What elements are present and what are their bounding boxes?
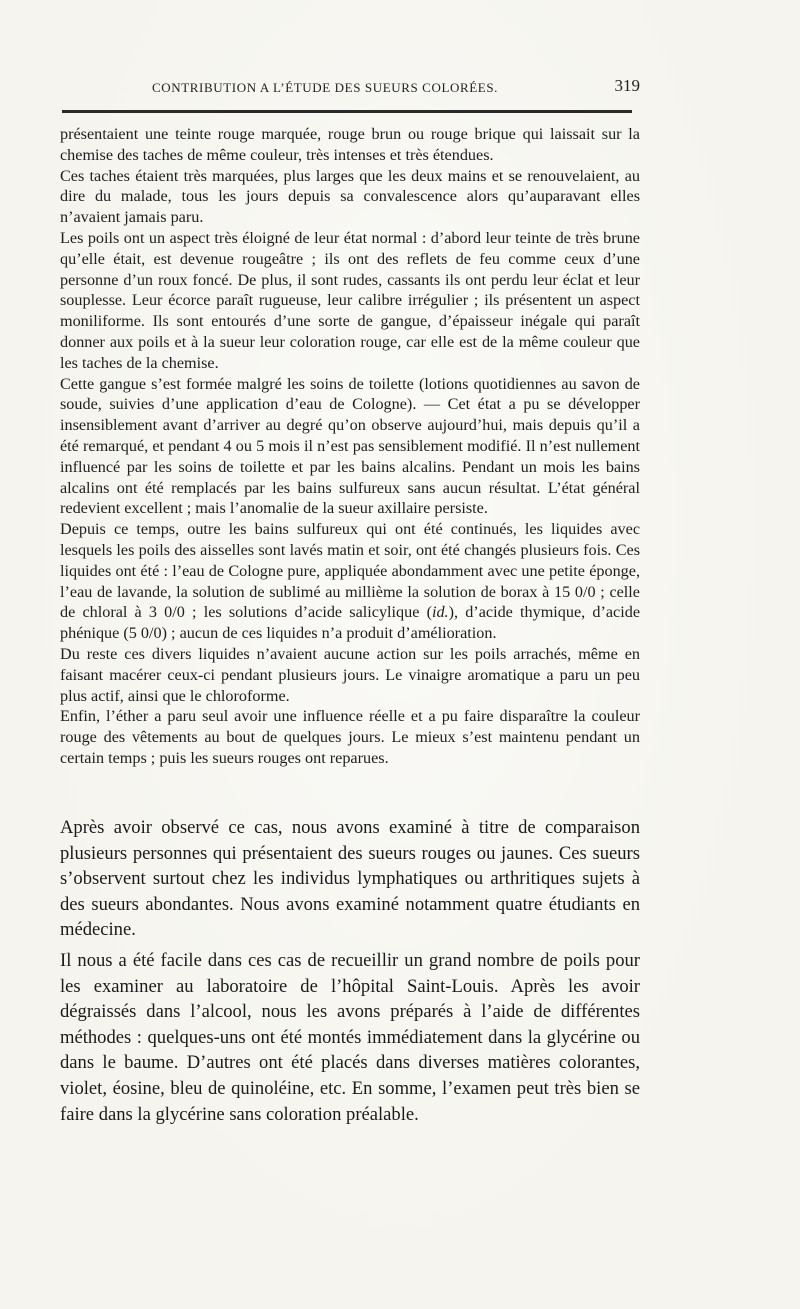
paragraph: Cette gangue s’est formée malgré les soins de toilette (lotions quotidiennes au savon de soude, suivies d’une application d’eau de Cologne). — Cet état a pu se développer insensiblement avant d’arriver au degré qu’on observe aujourd’hui, mais depuis qu’il a été remarqué, et pendant 4 ou 5 mois il n’est pas sensiblement modifié. Il n’est nullement influencé par les soins de toilette et par les bains alcalins. Pendant un mois les bains alcalins ont été remplacés par les bains sulfureux sans aucun résultat. L’état général redevient excellent ; mais l’anomalie de la sueur axillaire persiste. [60,374,640,518]
paragraph-text: ), d’acide thymique, d’acide phénique (5 0/0) ; aucun de ces liquides n’a produit d’amélioration. [60,603,641,643]
paragraph: Enfin, l’éther a paru seul avoir une influence réelle et a pu faire disparaître la couleur rouge des vêtements au bout de quelques jours. Le mieux s’est maintenu pendant un certain temps ; puis les sueurs rouges ont reparues. [60,707,640,767]
paragraph: Ces taches étaient très marquées, plus larges que les deux mains et se renouvelaient, au dire du malade, tous les jours depuis sa convalescence alors qu’auparavant elles n’avaient jamais paru. [60,166,640,227]
observation-text [60,124,640,769]
paragraph: Après avoir observé ce cas, nous avons examiné à titre de comparaison plusieurs personnes qui présentaient des sueurs rouges ou jaunes. Ces sueurs s’observent surtout chez les individus lymphatiques ou arthritiques sujets à des sueurs abondantes. Nous avons examiné notamment quatre étudiants en médecine. [60,817,640,941]
main-text [60,815,640,1127]
running-title: CONTRIBUTION A L’ÉTUDE DES SUEURS COLORÉES. [152,80,499,95]
paragraph: présentaient une teinte rouge marquée, rouge brun ou rouge brique qui laissait sur la chemise des taches de même couleur, très intenses et très étendues. [60,125,640,164]
paragraph: Les poils ont un aspect très éloigné de leur état normal : d’abord leur teinte de très brune qu’elle était, est devenue rougeâtre ; ils ont des reflets de feu comme ceux d’une personne d’un roux foncé. De plus, il sont rudes, cassants ils ont perdu leur éclat et leur souplesse. Leur écorce paraît rugueuse, leur calibre irrégulier ; ils présentent un aspect moniliforme. Ils sont entourés d’une sorte de gangue, d’épaisseur inégale qui paraît donner aux poils et à la sueur leur coloration rouge, car elle est de la même couleur que les taches de la chemise. [60,228,640,372]
page-header [64,76,640,98]
paragraph [60,519,640,644]
paragraph: Du reste ces divers liquides n’avaient aucune action sur les poils arrachés, même en faisant macérer ceux-ci pendant plusieurs jours. Le vinaigre aromatique a paru un peu plus actif, ainsi que le chloroforme. [60,644,640,705]
header-rule [62,110,632,113]
paragraph-text: Depuis ce temps, outre les bains sulfureux qui ont été continués, les liquides avec lesquels les poils des aisselles sont lavés matin et soir, ont été changés plusieurs fois. Ces liquides ont été : l’eau de Cologne pure, appliquée abondamment avec une petite éponge, l’eau de lavande, la solution de sublimé au millième la solution de borax à 15 0/0 ; celle de chloral à 3 0/0 ; les solutions d’acide salicylique ( [60,520,640,622]
italic-abbreviation: id. [431,603,449,622]
paragraph: Il nous a été facile dans ces cas de recueillir un grand nombre de poils pour les examiner au laboratoire de l’hôpital Saint-Louis. Après les avoir dégraissés dans l’alcool, nous les avons préparés à l’aide de différentes méthodes : quelques-uns ont été montés immédiatement dans la glycérine ou dans le baume. D’autres ont été placés dans diverses matières colorantes, violet, éosine, bleu de quinoléine, etc. En somme, l’examen peut très bien se faire dans la glycérine sans coloration préalable. [60,949,640,1125]
page-number: 319 [614,76,640,95]
